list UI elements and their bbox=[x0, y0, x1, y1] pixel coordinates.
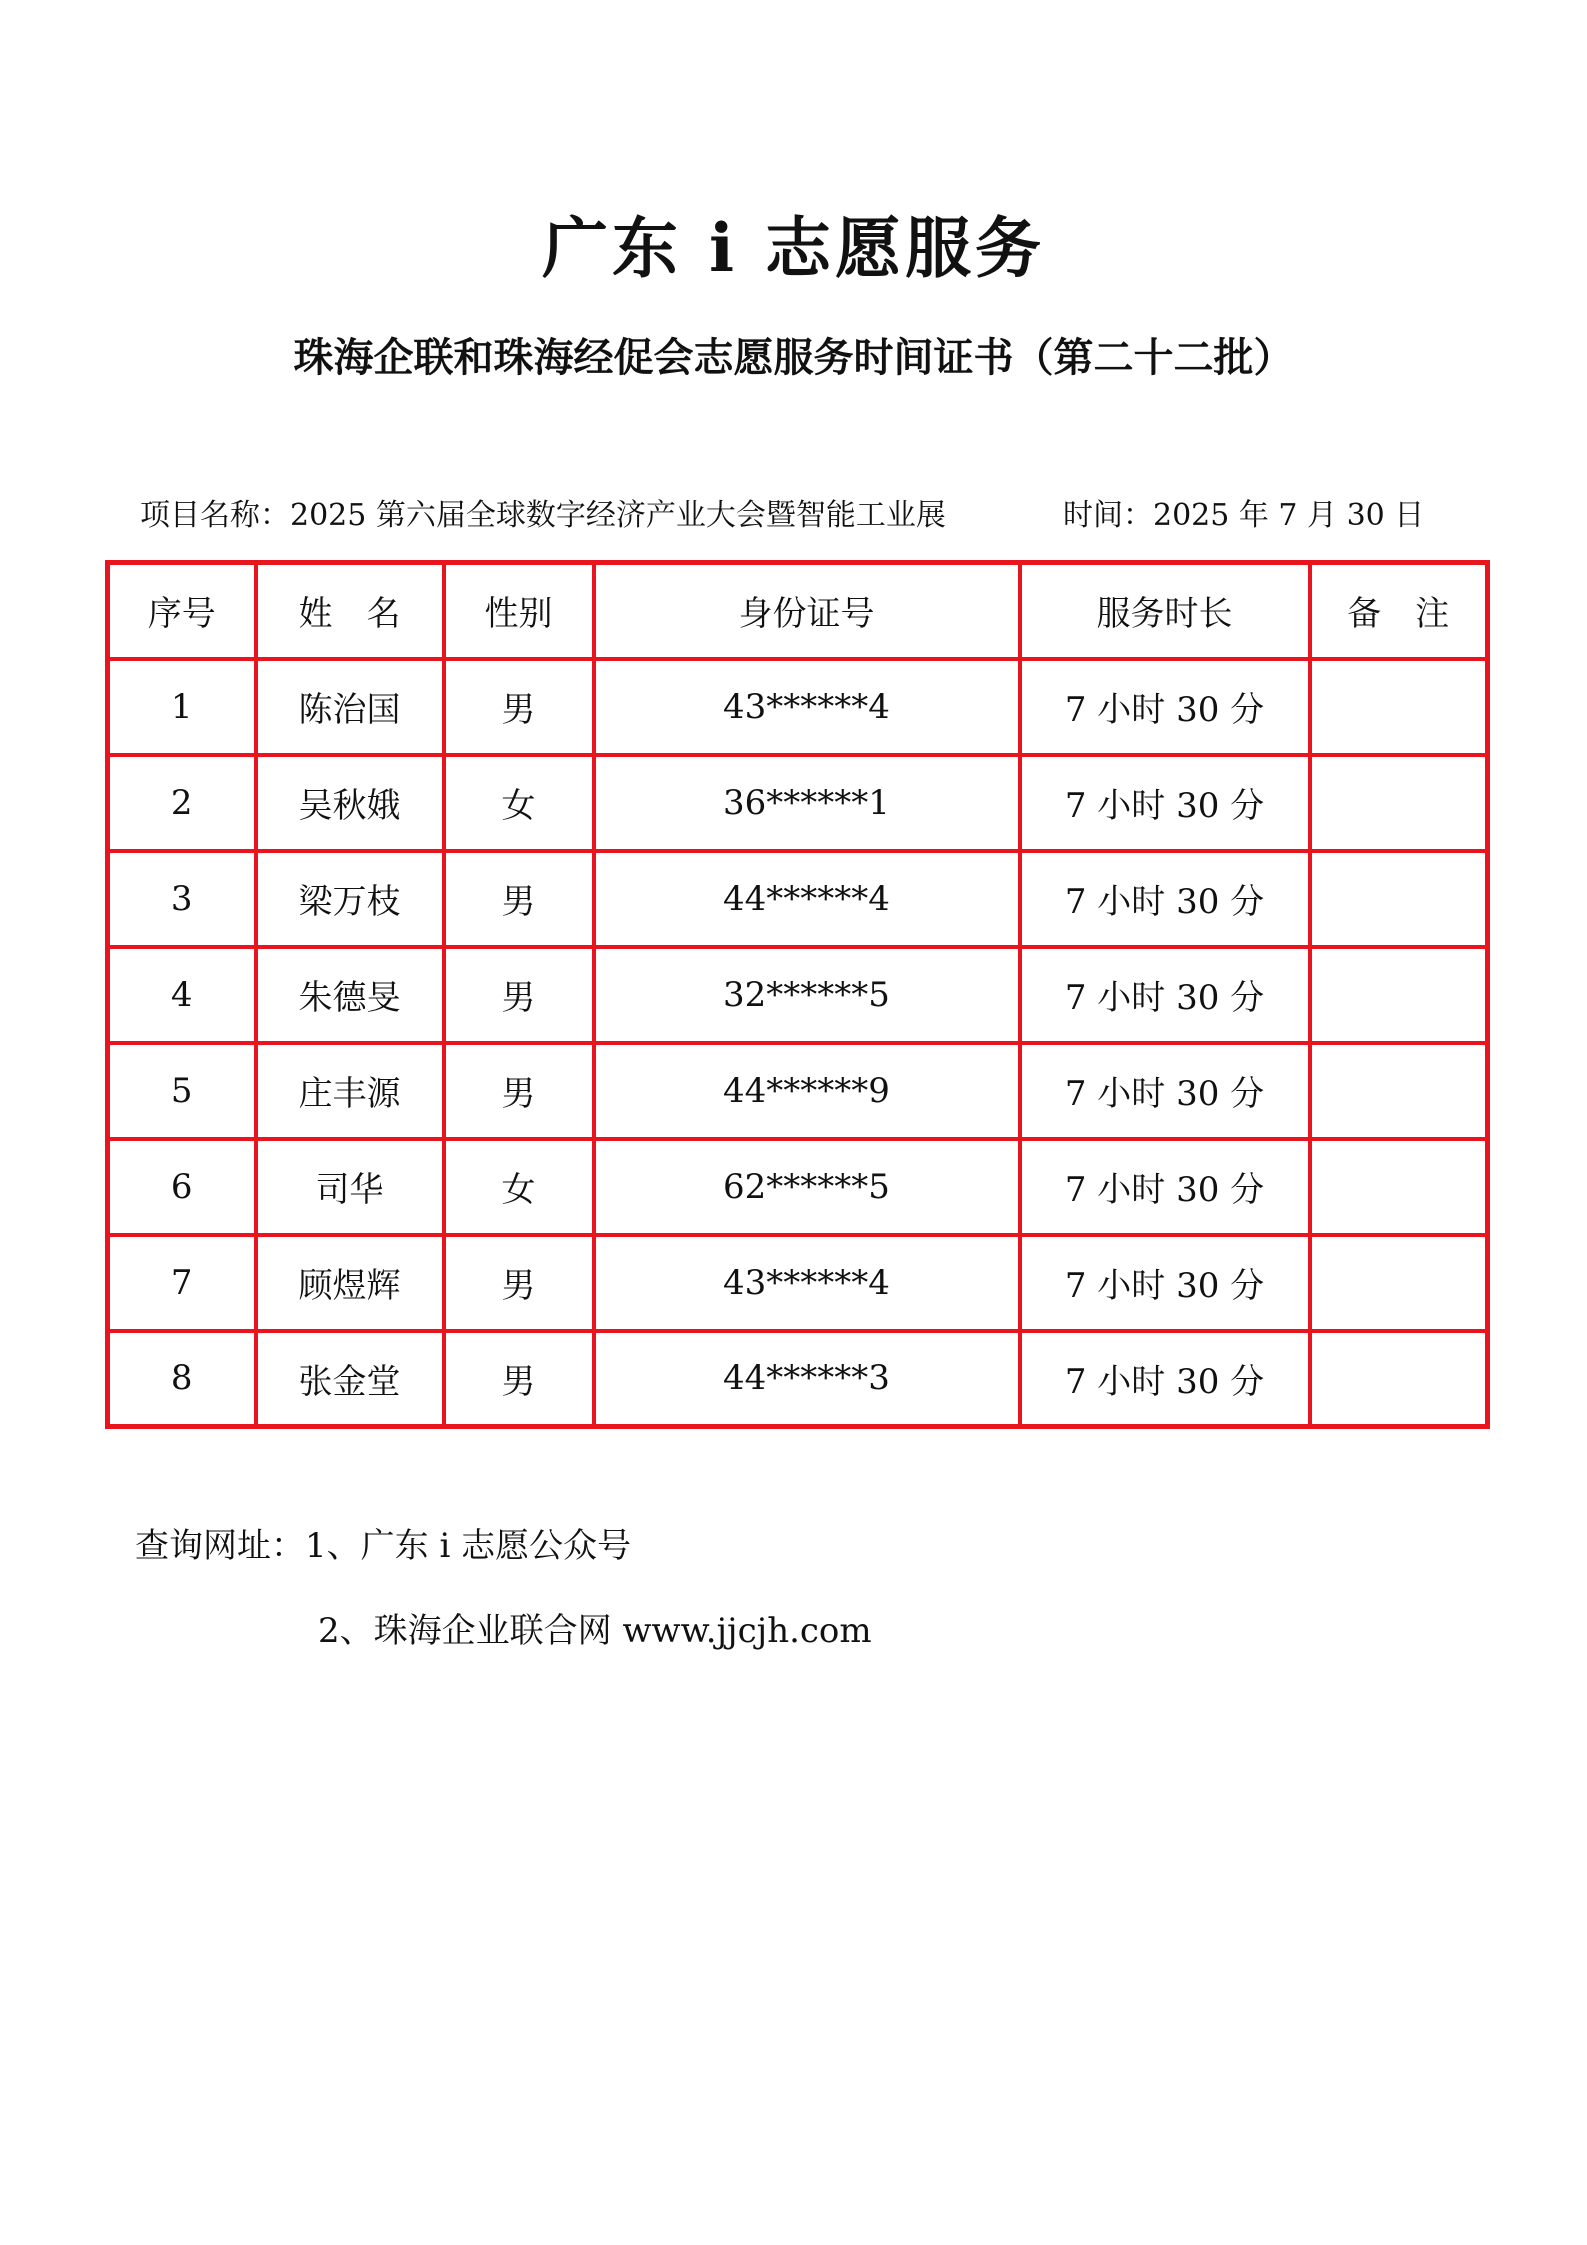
cell-service-duration: 7 小时 30 分 bbox=[1020, 851, 1310, 947]
cell-name: 顾煜辉 bbox=[256, 1235, 444, 1331]
cell-gender: 男 bbox=[444, 947, 594, 1043]
cell-index: 7 bbox=[108, 1235, 256, 1331]
cell-remarks bbox=[1310, 851, 1488, 947]
table-row bbox=[108, 1139, 1488, 1235]
table-header-row bbox=[108, 563, 1488, 659]
cell-gender: 男 bbox=[444, 1331, 594, 1427]
header-service-duration: 服务时长 bbox=[1020, 563, 1310, 659]
cell-name: 庄丰源 bbox=[256, 1043, 444, 1139]
cell-index: 5 bbox=[108, 1043, 256, 1139]
cell-name: 吴秋娥 bbox=[256, 755, 444, 851]
cell-remarks bbox=[1310, 755, 1488, 851]
cell-index: 3 bbox=[108, 851, 256, 947]
table-row bbox=[108, 1043, 1488, 1139]
header-index: 序号 bbox=[108, 563, 256, 659]
cell-name: 陈治国 bbox=[256, 659, 444, 755]
table-row bbox=[108, 755, 1488, 851]
query-url-line-2: 2、珠海企业联合网 www.jjcjh.com bbox=[318, 1611, 872, 1651]
cell-index: 4 bbox=[108, 947, 256, 1043]
cell-service-duration: 7 小时 30 分 bbox=[1020, 1331, 1310, 1427]
cell-remarks bbox=[1310, 1139, 1488, 1235]
cell-remarks bbox=[1310, 659, 1488, 755]
cell-id-number: 43******4 bbox=[594, 659, 1020, 755]
cell-index: 2 bbox=[108, 755, 256, 851]
cell-id-number: 62******5 bbox=[594, 1139, 1020, 1235]
cell-id-number: 44******3 bbox=[594, 1331, 1020, 1427]
certificate-subtitle: 珠海企联和珠海经促会志愿服务时间证书（第二十二批） bbox=[293, 334, 1294, 381]
volunteer-table bbox=[105, 560, 1490, 1429]
cell-service-duration: 7 小时 30 分 bbox=[1020, 1043, 1310, 1139]
table-row bbox=[108, 947, 1488, 1043]
cell-remarks bbox=[1310, 1043, 1488, 1139]
cell-gender: 女 bbox=[444, 755, 594, 851]
table-row bbox=[108, 851, 1488, 947]
table-row bbox=[108, 659, 1488, 755]
table-row bbox=[108, 1235, 1488, 1331]
cell-index: 1 bbox=[108, 659, 256, 755]
cell-service-duration: 7 小时 30 分 bbox=[1020, 755, 1310, 851]
header-gender: 性别 bbox=[444, 563, 594, 659]
cell-name: 司华 bbox=[256, 1139, 444, 1235]
cell-remarks bbox=[1310, 1235, 1488, 1331]
cell-gender: 男 bbox=[444, 1235, 594, 1331]
cell-gender: 男 bbox=[444, 1043, 594, 1139]
cell-gender: 女 bbox=[444, 1139, 594, 1235]
cell-name: 朱德旻 bbox=[256, 947, 444, 1043]
cell-remarks bbox=[1310, 1331, 1488, 1427]
cell-name: 张金堂 bbox=[256, 1331, 444, 1427]
project-name: 项目名称：2025 第六届全球数字经济产业大会暨智能工业展 bbox=[140, 498, 946, 533]
cell-index: 6 bbox=[108, 1139, 256, 1235]
cell-id-number: 36******1 bbox=[594, 755, 1020, 851]
document-title: 广东 i 志愿服务 bbox=[541, 209, 1046, 287]
cell-index: 8 bbox=[108, 1331, 256, 1427]
cell-service-duration: 7 小时 30 分 bbox=[1020, 659, 1310, 755]
cell-id-number: 44******4 bbox=[594, 851, 1020, 947]
cell-gender: 男 bbox=[444, 659, 594, 755]
header-name: 姓 名 bbox=[256, 563, 444, 659]
header-id-number: 身份证号 bbox=[594, 563, 1020, 659]
project-date: 时间：2025 年 7 月 30 日 bbox=[1063, 498, 1425, 533]
cell-gender: 男 bbox=[444, 851, 594, 947]
cell-service-duration: 7 小时 30 分 bbox=[1020, 1139, 1310, 1235]
cell-service-duration: 7 小时 30 分 bbox=[1020, 947, 1310, 1043]
header-remarks: 备 注 bbox=[1310, 563, 1488, 659]
cell-service-duration: 7 小时 30 分 bbox=[1020, 1235, 1310, 1331]
cell-id-number: 32******5 bbox=[594, 947, 1020, 1043]
cell-name: 梁万枝 bbox=[256, 851, 444, 947]
cell-id-number: 44******9 bbox=[594, 1043, 1020, 1139]
cell-id-number: 43******4 bbox=[594, 1235, 1020, 1331]
cell-remarks bbox=[1310, 947, 1488, 1043]
query-url-line-1: 查询网址：1、广东 i 志愿公众号 bbox=[135, 1526, 632, 1566]
table-row bbox=[108, 1331, 1488, 1427]
